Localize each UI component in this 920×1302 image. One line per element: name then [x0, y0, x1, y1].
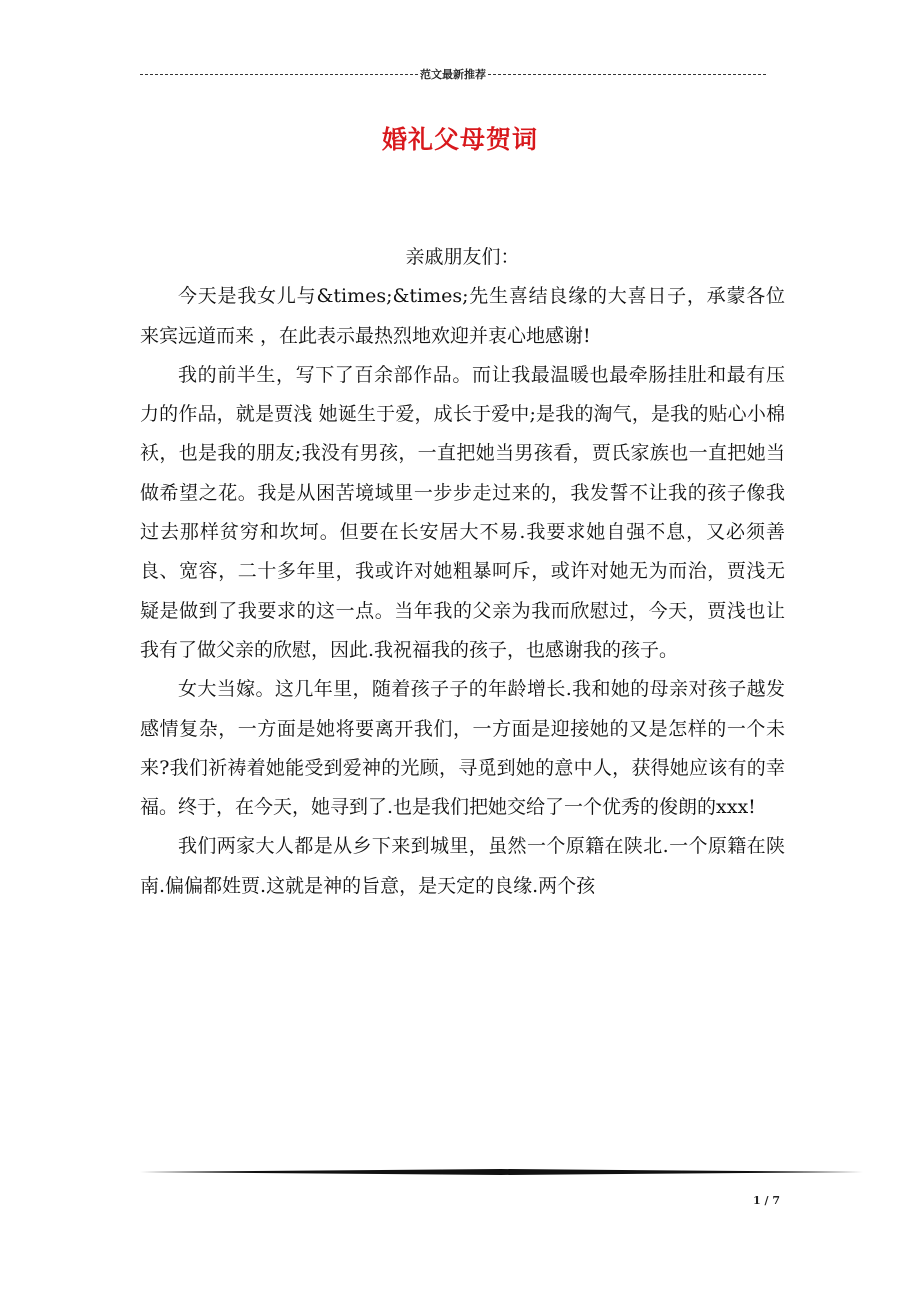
paragraph: 我们两家大人都是从乡下来到城里，虽然一个原籍在陕北.一个原籍在陕南.偏偏都姓贾.这就是神的旨意，是天定的良缘.两个孩: [140, 835, 785, 897]
greeting: 亲戚朋友们：: [405, 246, 520, 268]
document-body: [140, 238, 785, 906]
paragraph: 女大当嫁。这几年里，随着孩子子的年龄增长.我和她的母亲对孩子越发感情复杂，一方面是她将要离开我们，一方面是迎接她的又是怎样的一个未来?我们祈祷着她能受到爱神的光顾，寻觅到她的意中人，获得她应该有的幸福。终于，在今天，她寻到了.也是我们把她交给了一个优秀的俊朗的xxx!: [140, 678, 785, 819]
paragraph: 我的前半生，写下了百余部作品。而让我最温暖也最牵肠挂肚和最有压力的作品，就是贾浅 她诞生于爱，成长于爱中;是我的淘气，是我的贴心小棉袄，也是我的朋友;我没有男孩，一直把她当男孩看，贾氏家族也一直把她当做希望之花。我是从困苦境域里一步步走过来的，我发誓不让我的孩子像我过去那样贫穷和坎坷。但要在长安居大不易.我要求她自强不息，又必须善良、宽容，二十多年里，我或许对她粗暴呵斥，或许对她无为而治，贾浅无疑是做到了我要求的这一点。当年我的父亲为我而欣慰过，今天，贾浅也让我有了做父亲的欣慰，因此.我祝福我的孩子，也感谢我的孩子。: [140, 363, 785, 661]
page-number: 1 / 7: [753, 1194, 780, 1207]
header-label: 范文最新推荐: [420, 68, 486, 81]
header-dash-right: [488, 74, 766, 75]
paragraph: 今天是我女儿与&times;&times;先生喜结良缘的大喜日子，承蒙各位来宾远道而来 ，在此表示最热烈地欢迎并衷心地感谢!: [140, 285, 785, 347]
document-title: 婚礼父母贺词: [381, 125, 538, 154]
header-dash-left: [140, 74, 418, 75]
footer-rule: [140, 1169, 863, 1175]
page-header: [140, 66, 766, 82]
